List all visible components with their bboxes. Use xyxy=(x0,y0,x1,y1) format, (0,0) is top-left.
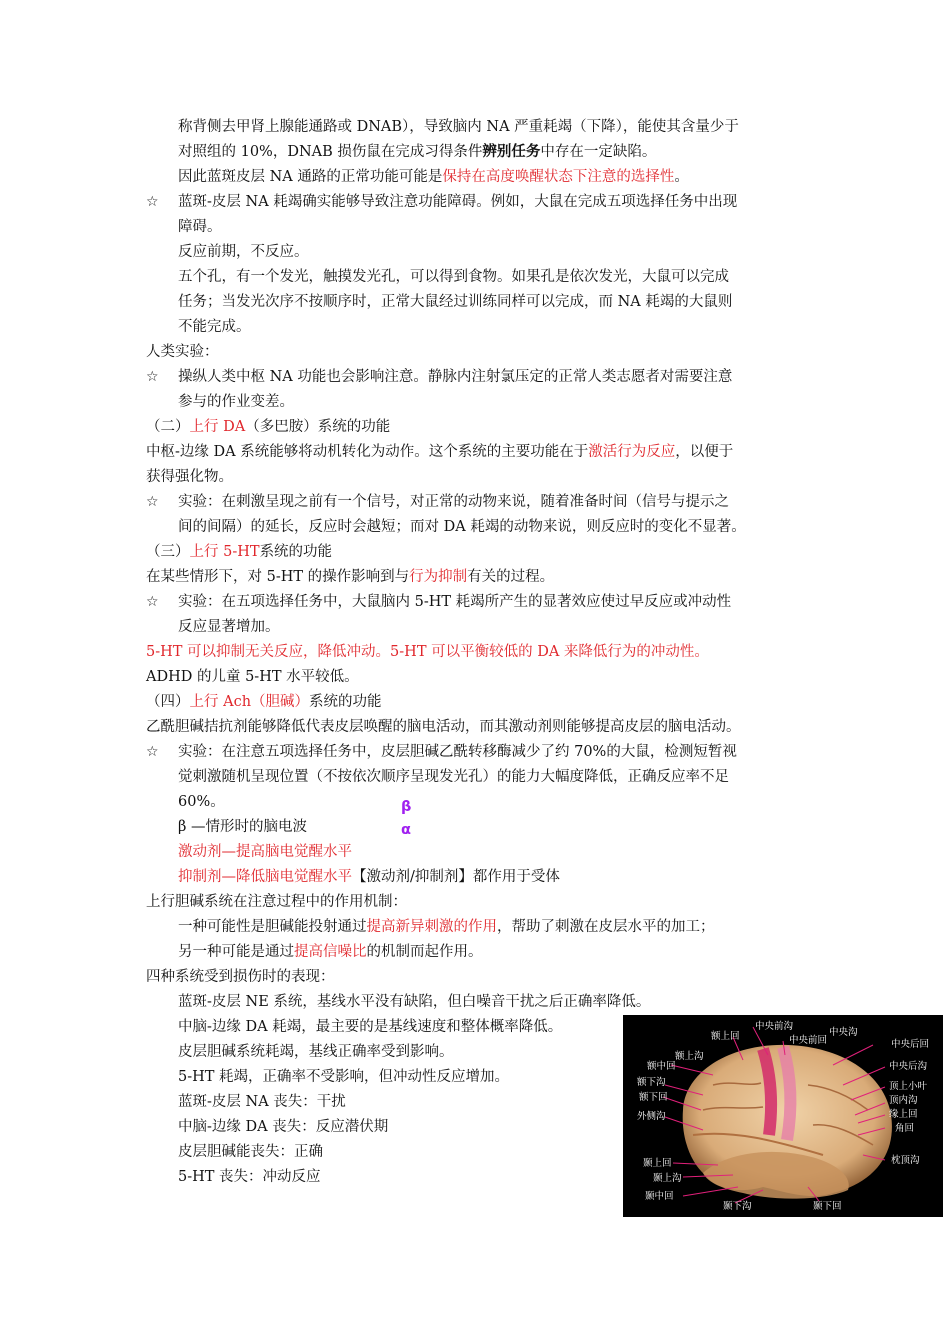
brain-label: 顶上小叶 xyxy=(889,1081,928,1092)
highlight-line: 激动剂—提高脑电觉醒水平 xyxy=(178,844,352,860)
brain-label: 额中回 xyxy=(647,1061,676,1072)
text-line: 参与的作业变差。 xyxy=(178,394,294,410)
text-line xyxy=(146,440,733,464)
section-heading xyxy=(146,540,332,564)
brain-label: 颞上沟 xyxy=(653,1173,682,1184)
star-bullet-icon: ☆ xyxy=(146,594,159,610)
text-segment: 因此蓝斑皮层 NA 通路的正常功能可能是 xyxy=(178,169,443,185)
highlight-line: 5-HT 可以抑制无关反应，降低冲动。5-HT 可以平衡较低的 DA 来降低行为的冲动性。 xyxy=(146,644,709,660)
text-segment: ，以便于 xyxy=(675,444,734,460)
brain-label: 外侧沟 xyxy=(637,1111,666,1122)
text-line xyxy=(146,565,554,589)
brain-label: 中央后回 xyxy=(891,1039,930,1050)
text-line: 实验：在刺激呈现之前有一个信号，对正常的动物来说，随着准备时间（信号与提示之 xyxy=(178,494,729,510)
text-segment: 【激动剂/抑制剂】都作用于受体 xyxy=(352,869,560,885)
highlight-text: 提高新异刺激的作用 xyxy=(366,919,497,935)
text-line: 蓝斑-皮层 NA 丧失：干扰 xyxy=(178,1094,346,1110)
text-line: 皮层胆碱系统耗竭，基线正确率受到影响。 xyxy=(178,1044,454,1060)
text-line: 称背侧去甲肾上腺能通路或 DNAB），导致脑内 NA 严重耗竭（下降），能使其含量少于 xyxy=(178,119,739,135)
text-line xyxy=(178,865,560,889)
brain-label: 中央后沟 xyxy=(889,1061,928,1072)
section-heading: 上行胆碱系统在注意过程中的作用机制： xyxy=(146,894,407,910)
text-line: 中脑-边缘 DA 丧失：反应潜伏期 xyxy=(178,1119,389,1135)
text-line: 反应前期，不反应。 xyxy=(178,244,309,260)
brain-label: 缘上回 xyxy=(889,1109,918,1120)
text-line: 实验：在注意五项选择任务中，皮层胆碱乙酰转移酶减少了约 70%的大鼠，检测短暂视 xyxy=(178,744,737,760)
highlight-text: 行为抑制 xyxy=(409,569,468,585)
text-line: 乙酰胆碱拮抗剂能够降低代表皮层唤醒的脑电活动，而其激动剂则能够提高皮层的脑电活动。 xyxy=(146,719,741,735)
section-heading: 人类实验： xyxy=(146,344,219,360)
highlight-text: 上行 Ach（胆碱） xyxy=(189,694,310,710)
text-line: 60%。 xyxy=(178,794,225,810)
text-segment: 的机制而起作用。 xyxy=(366,944,483,960)
brain-label: 颞中回 xyxy=(645,1191,674,1202)
text-line xyxy=(178,915,715,939)
text-line xyxy=(178,940,483,964)
brain-label: 角回 xyxy=(895,1123,915,1134)
text-segment: （四） xyxy=(146,694,190,710)
highlight-text: 抑制剂—降低脑电觉醒水平 xyxy=(178,869,352,885)
beta-symbol: β xyxy=(401,799,412,815)
text-segment: （多巴胺）系统的功能 xyxy=(245,419,391,435)
brain-label: 额下回 xyxy=(639,1092,668,1103)
brain-label: 颞下回 xyxy=(813,1201,842,1212)
text-line: 皮层胆碱能丧失：正确 xyxy=(178,1144,323,1160)
text-segment: （三） xyxy=(146,544,190,560)
text-line: 实验：在五项选择任务中，大鼠脑内 5-HT 耗竭所产生的显著效应使过早反应或冲动性 xyxy=(178,594,732,610)
text-segment: 有关的过程。 xyxy=(467,569,555,585)
text-segment: 中枢-边缘 DA 系统能够将动机转化为动作。这个系统的主要功能在于 xyxy=(146,444,589,460)
star-bullet-icon: ☆ xyxy=(146,369,159,385)
text-segment: 对照组的 10%，DNAB 损伤鼠在完成习得条件 xyxy=(178,144,483,160)
brain-label: 颞上回 xyxy=(643,1158,672,1169)
text-line: 反应显著增加。 xyxy=(178,619,280,635)
star-bullet-icon: ☆ xyxy=(146,494,159,510)
highlight-text: 提高信噪比 xyxy=(294,944,367,960)
star-bullet-icon: ☆ xyxy=(146,194,159,210)
text-segment: 一种可能性是胆碱能投射通过 xyxy=(178,919,367,935)
section-heading: 四种系统受到损伤时的表现： xyxy=(146,969,335,985)
brain-label: 顶内沟 xyxy=(889,1095,918,1106)
text-line: 觉刺激随机呈现位置（不按依次顺序呈现发光孔）的能力大幅度降低，正确反应率不足 xyxy=(178,769,729,785)
brain-label: 中央沟 xyxy=(829,1027,858,1038)
brain-label: 中央前沟 xyxy=(755,1021,794,1032)
brain-label: 中央前回 xyxy=(789,1035,828,1046)
text-line: ADHD 的儿童 5-HT 水平较低。 xyxy=(146,669,359,685)
brain-illustration xyxy=(623,1015,943,1217)
bold-term: 辨别任务 xyxy=(482,143,541,160)
text-segment: 系统的功能 xyxy=(309,694,382,710)
alpha-symbol: α xyxy=(401,822,411,838)
text-segment: 中存在一定缺陷。 xyxy=(540,144,657,160)
text-line: 获得强化物。 xyxy=(146,469,233,485)
text-segment: 系统的功能 xyxy=(259,544,333,560)
text-segment: 在某些情形下，对 5-HT 的操作影响到与 xyxy=(146,569,410,585)
section-heading xyxy=(146,690,382,714)
text-line: 中脑-边缘 DA 耗竭，最主要的是基线速度和整体概率降低。 xyxy=(178,1019,563,1035)
text-line: 五个孔，有一个发光，触摸发光孔，可以得到食物。如果孔是依次发光，大鼠可以完成 xyxy=(178,269,729,285)
text-line xyxy=(178,165,689,189)
text-line: 任务；当发光次序不按顺序时，正常大鼠经过训练同样可以完成，而 NA 耗竭的大鼠则 xyxy=(178,294,733,310)
text-segment: 另一种可能是通过 xyxy=(178,944,294,960)
text-line: 障碍。 xyxy=(178,219,222,235)
highlight-text: 保持在高度唤醒状态下注意的选择性 xyxy=(442,169,675,185)
brain-label: 颞下沟 xyxy=(723,1201,752,1212)
section-heading xyxy=(146,415,390,439)
text-segment: 。 xyxy=(674,169,689,185)
star-bullet-icon: ☆ xyxy=(146,744,159,760)
text-line: 蓝斑-皮层 NA 耗竭确实能够导致注意功能障碍。例如，大鼠在完成五项选择任务中出现 xyxy=(178,194,738,210)
brain-label: 枕顶沟 xyxy=(891,1155,920,1166)
text-line xyxy=(178,140,656,164)
brain-label: 额下沟 xyxy=(637,1077,666,1088)
brain-label: 额上回 xyxy=(711,1031,740,1042)
text-line: 操纵人类中枢 NA 功能也会影响注意。静脉内注射氯压定的正常人类志愿者对需要注意 xyxy=(178,369,733,385)
text-line: 蓝斑-皮层 NE 系统，基线水平没有缺陷，但白噪音干扰之后正确率降低。 xyxy=(178,994,651,1010)
text-line: 5-HT 丧失：冲动反应 xyxy=(178,1169,321,1185)
text-segment: （二） xyxy=(146,419,190,435)
brain-label: 额上沟 xyxy=(675,1051,704,1062)
text-line: 不能完成。 xyxy=(178,319,251,335)
text-line: 5-HT 耗竭，正确率不受影响，但冲动性反应增加。 xyxy=(178,1069,510,1085)
highlight-text: 激活行为反应 xyxy=(588,444,676,460)
highlight-text: 上行 5-HT xyxy=(189,544,260,560)
text-segment: ，帮助了刺激在皮层水平的加工； xyxy=(497,919,715,935)
text-line: β —情形时的脑电波 xyxy=(178,819,307,835)
highlight-text: 上行 DA xyxy=(189,419,246,435)
text-line: 间的间隔）的延长，反应时会越短；而对 DA 耗竭的动物来说，则反应时的变化不显著。 xyxy=(178,519,746,535)
